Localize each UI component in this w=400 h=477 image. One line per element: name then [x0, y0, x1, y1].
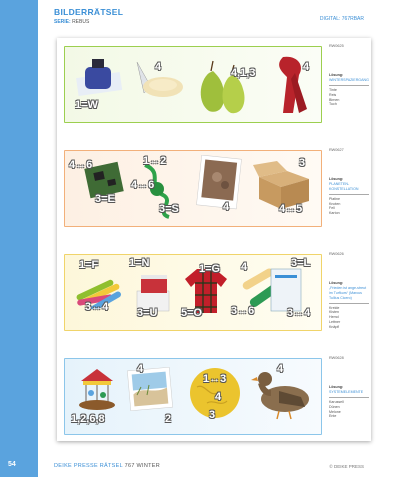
rebus-code: 3↔6	[231, 305, 255, 317]
rebus-code: 5=O	[181, 307, 203, 319]
solution-label: Lösung:	[329, 177, 344, 182]
solution-label: Lösung:	[329, 73, 344, 78]
answer-word: Birnen	[329, 97, 340, 102]
puzzle-id: RW0628	[329, 356, 344, 360]
rebus-code: 4,1,3	[231, 67, 256, 79]
rebus-panel-3	[64, 254, 322, 331]
series-name: REBUS	[72, 19, 90, 25]
answer-word: Reis	[329, 92, 337, 97]
rebus-code: 1↔2	[143, 155, 167, 167]
pears-image	[191, 51, 247, 117]
rebus-code: 3=U	[137, 307, 158, 319]
answer-word: Karussell	[329, 399, 344, 404]
footer-publisher: © DEIKE PRESS	[329, 464, 364, 469]
rebus-code: 4	[155, 61, 162, 73]
rebus-code: 3↔4	[85, 301, 109, 313]
rebus-code: 1=G	[199, 263, 221, 275]
rebus-code: 3=L	[291, 257, 311, 269]
solution-label: Lösung:	[329, 281, 344, 286]
rebus-code: 4	[215, 391, 222, 403]
rebus-panel-1	[64, 46, 322, 123]
answer-word: Lettner	[329, 320, 341, 325]
page-number: 54	[8, 461, 16, 468]
answer-word: Tuch	[329, 102, 337, 107]
puzzle-id: RW0625	[329, 44, 344, 48]
answer-word: Platine	[329, 196, 340, 201]
series-line	[54, 19, 89, 25]
puzzle-id: RW0626	[329, 252, 344, 256]
rebus-code: 4↔6	[131, 179, 155, 191]
rebus-code: 2	[165, 413, 172, 425]
rebus-code: 3↔4	[287, 307, 311, 319]
solution-column-4	[329, 356, 369, 419]
answer-word: Dünen	[329, 404, 340, 409]
answer-word: Kreide	[329, 305, 340, 310]
series-label: SERIE:	[54, 19, 71, 25]
digital-code: DIGITAL: 767RBAR	[319, 16, 364, 22]
answer-word: Ente	[329, 414, 337, 419]
solution-label: Lösung:	[329, 385, 344, 390]
solution-text: PLANETEN-KONSTELLATION	[329, 181, 359, 191]
rebus-panel-4	[64, 358, 322, 435]
answer-word: Kisten	[329, 310, 339, 315]
rebus-code: 4	[303, 61, 310, 73]
dunes-photo-image	[123, 365, 177, 415]
answer-word: Melone	[329, 409, 341, 414]
rebus-code: 3=S	[159, 203, 179, 215]
rebus-panel-2	[64, 150, 322, 227]
solution-column-2	[329, 148, 369, 216]
answer-word: Tinte	[329, 87, 337, 92]
rebus-code: 1=W	[75, 99, 98, 111]
answer-word: Fell	[329, 206, 335, 211]
footer-issue: 767 WINTER	[124, 463, 161, 469]
ink-bottle-image	[75, 53, 125, 97]
answer-word: Hemd	[329, 315, 339, 320]
rebus-code: 4↔5	[279, 203, 303, 215]
rebus-code: 4	[223, 201, 230, 213]
solution-text: „Frieden ist ange-streut im Turfkurs“ (Marcus Tullius Cicero)	[329, 285, 367, 300]
rebus-code: 4	[241, 261, 248, 273]
answer-word: Knoten	[329, 201, 341, 206]
rebus-code: 3	[299, 157, 306, 169]
puzzle-id: RW0627	[329, 148, 344, 152]
rebus-code: 3=E	[95, 193, 115, 205]
footer-magazine	[54, 463, 160, 469]
answer-word: Karton	[329, 211, 340, 216]
carousel-image	[75, 365, 119, 415]
rebus-code: 3	[209, 409, 216, 421]
footer-magazine-name: DEIKE PRESSE RÄTSEL	[54, 463, 123, 469]
side-bar	[0, 0, 38, 477]
puzzle-sheet	[57, 38, 371, 441]
solution-text: SYSTEMELEMENTE	[329, 389, 364, 394]
page-title: BILDERRÄTSEL	[54, 7, 124, 17]
rebus-code: 4	[137, 363, 144, 375]
fur-photo-image	[195, 155, 243, 213]
rebus-code: 1,2,6,8	[71, 413, 105, 425]
solution-column-1	[329, 44, 369, 107]
solution-text: WINTERSPAZIERGANG	[329, 77, 369, 82]
rebus-code: 4↔6	[69, 159, 93, 171]
rebus-code: 4	[277, 363, 284, 375]
rebus-code: 1=N	[129, 257, 150, 269]
answer-word: Knäpfl	[329, 324, 340, 329]
rebus-code: 1=F	[79, 259, 99, 271]
rebus-code: 1↔3	[203, 373, 227, 385]
solution-column-3	[329, 252, 369, 330]
